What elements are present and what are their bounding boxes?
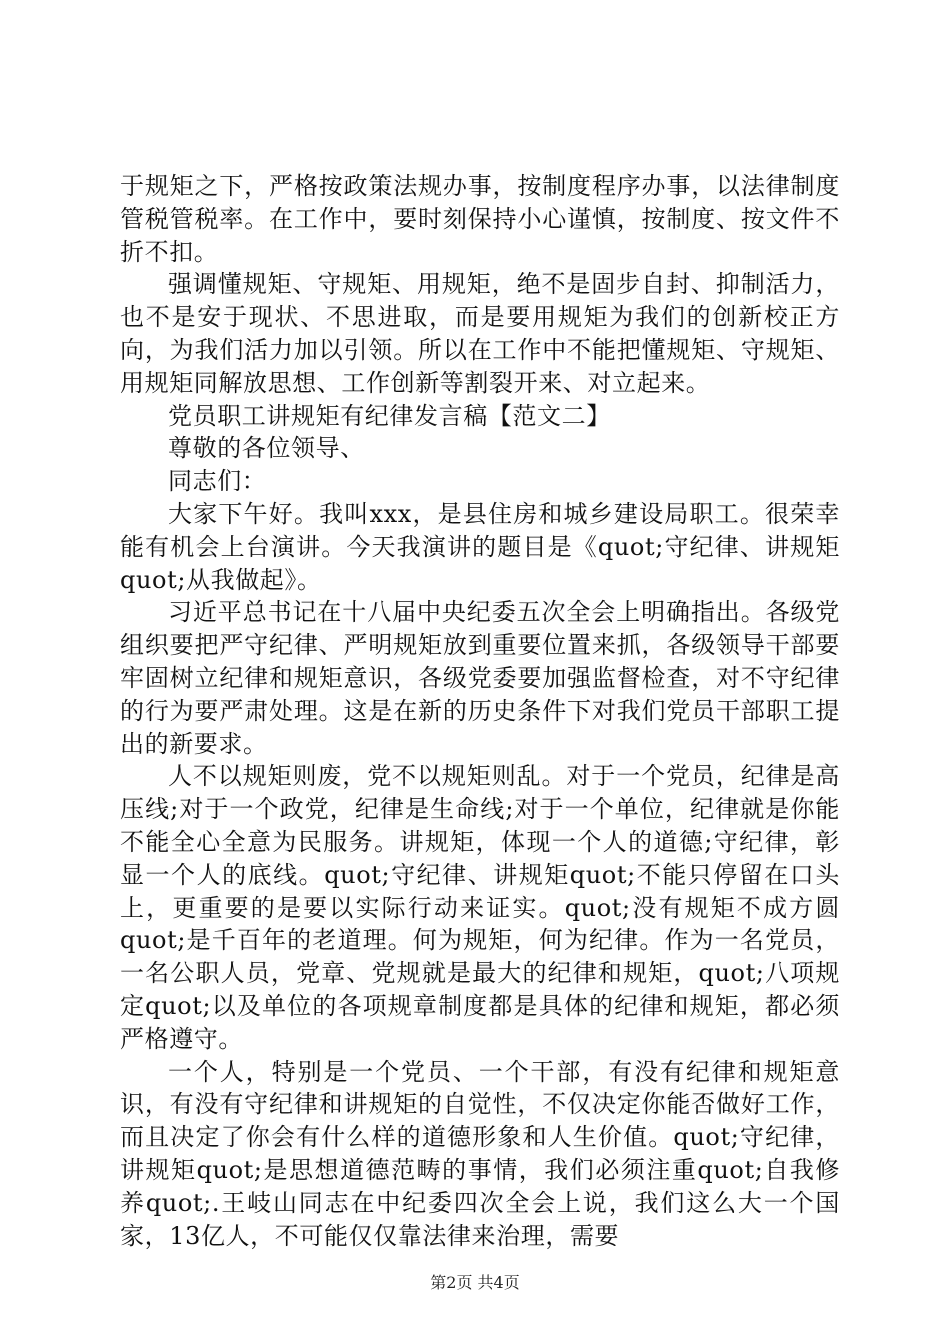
document-body xyxy=(120,170,840,1252)
paragraph: 同志们： xyxy=(168,467,267,496)
paragraph: 大家下午好。我叫xxx，是县住房和城乡建设局职工。很荣幸能有机会上台演讲。今天我演讲的题目是《quot;守纪律、讲规矩quot;从我做起》。 xyxy=(120,499,840,594)
paragraph: 一个人，特别是一个党员、一个干部，有没有纪律和规矩意识，有没有守纪律和讲规矩的自觉性，不仅决定你能否做好工作，而且决定了你会有什么样的道德形象和人生价值。quot;守纪律，讲规矩quot;是思想道德范畴的事情，我们必须注重quot;自我修养quot;.王岐山同志在中纪委四次全会上说，我们这么大一个国家，13亿人，不可能仅仅靠法律来治理，需要 xyxy=(120,1057,840,1250)
paragraph: 党员职工讲规矩有纪律发言稿【范文二】 xyxy=(168,401,611,430)
page-footer: 第2页 共4页 xyxy=(430,1273,520,1292)
paragraph: 尊敬的各位领导、 xyxy=(168,434,365,463)
paragraph: 于规矩之下，严格按政策法规办事，按制度程序办事，以法律制度管税管税率。在工作中，要时刻保持小心谨慎，按制度、按文件不折不扣。 xyxy=(120,172,840,266)
paragraph: 强调懂规矩、守规矩、用规矩，绝不是固步自封、抑制活力，也不是安于现状、不思进取，而是要用规矩为我们的创新校正方向，为我们活力加以引领。所以在工作中不能把懂规矩、守规矩、用规矩同解放思想、工作创新等割裂开来、对立起来。 xyxy=(120,270,840,397)
paragraph: 习近平总书记在十八届中央纪委五次全会上明确指出。各级党组织要把严守纪律、严明规矩放到重要位置来抓，各级领导干部要牢固树立纪律和规矩意识，各级党委要加强监督检查，对不守纪律的行为要严肃处理。这是在新的历史条件下对我们党员干部职工提出的新要求。 xyxy=(120,598,840,758)
paragraph: 人不以规矩则废，党不以规矩则乱。对于一个党员，纪律是高压线;对于一个政党，纪律是生命线;对于一个单位，纪律就是你能不能全心全意为民服务。讲规矩，体现一个人的道德;守纪律，彰显一个人的底线。quot;守纪律、讲规矩quot;不能只停留在口头上，更重要的是要以实际行动来证实。quot;没有规矩不成方圆quot;是千百年的老道理。何为规矩，何为纪律。作为一名党员，一名公职人员，党章、党规就是最大的纪律和规矩，quot;八项规定quot;以及单位的各项规章制度都是具体的纪律和规矩，都必须严格遵守。 xyxy=(120,762,840,1053)
